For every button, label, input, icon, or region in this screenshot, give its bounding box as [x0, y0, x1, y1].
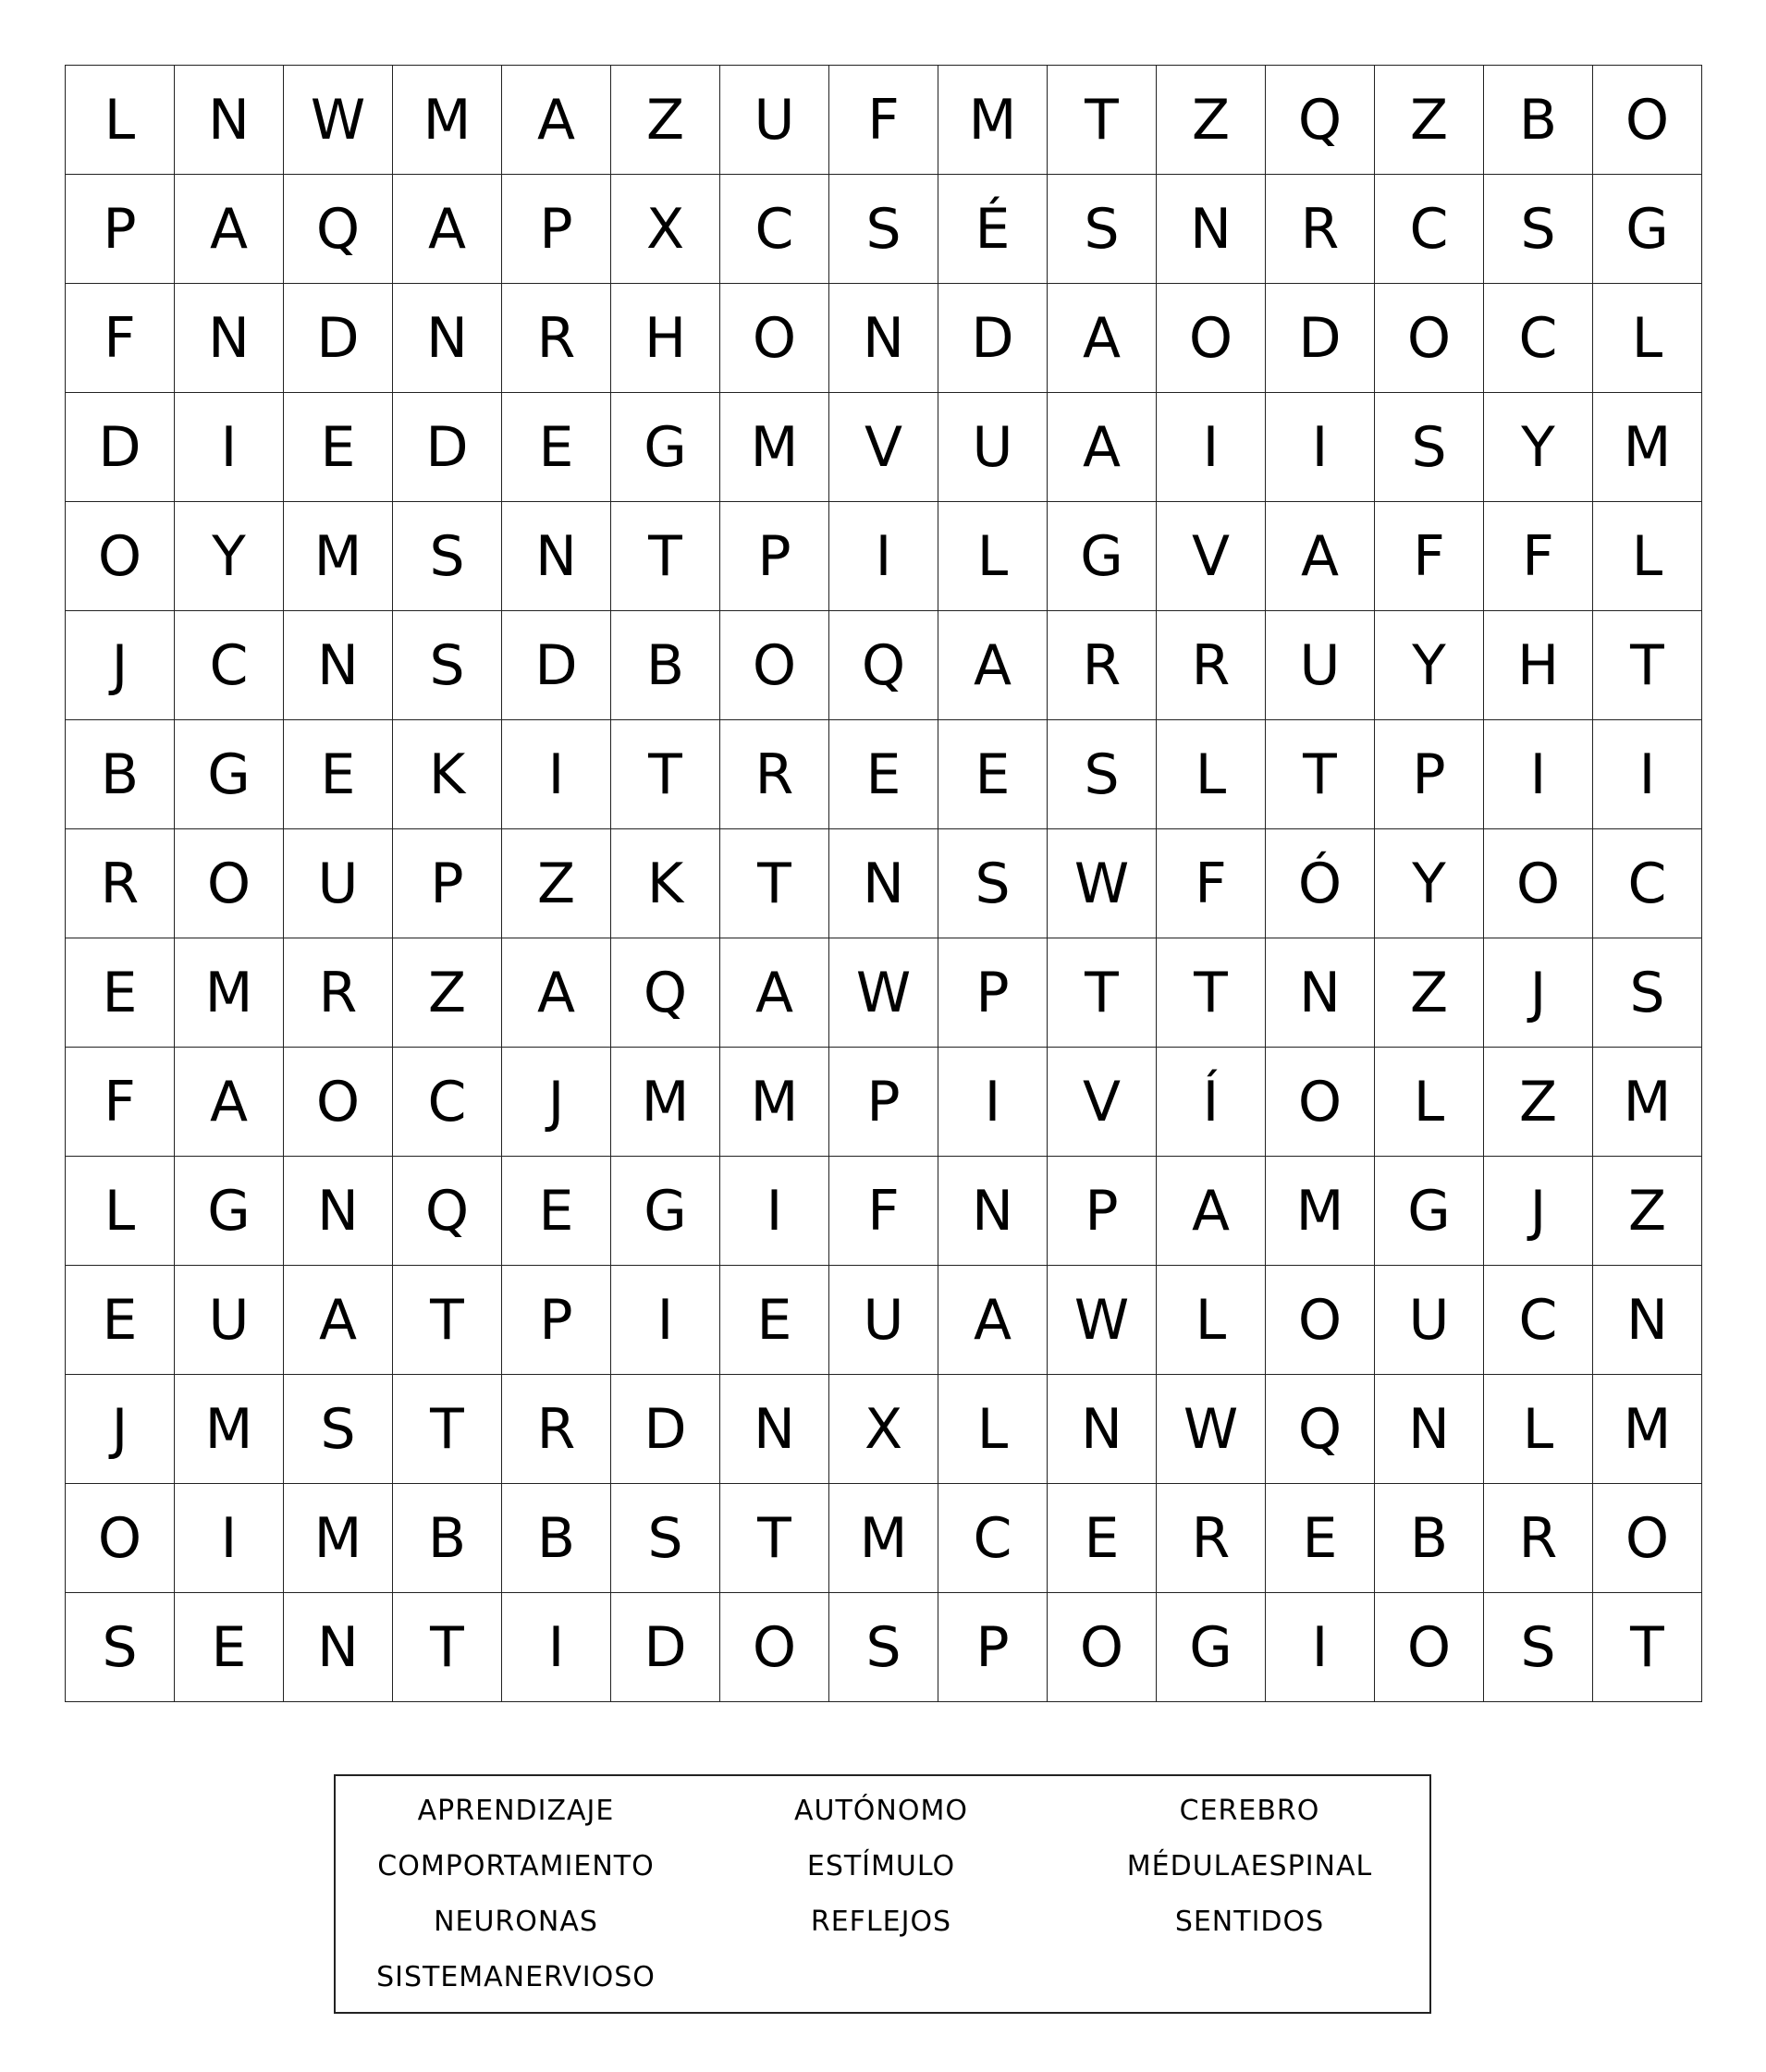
grid-cell[interactable]: Q: [1266, 66, 1375, 175]
grid-cell[interactable]: O: [66, 1484, 175, 1593]
grid-cell[interactable]: U: [284, 829, 393, 938]
grid-cell[interactable]: D: [938, 284, 1048, 393]
grid-cell[interactable]: G: [175, 720, 284, 829]
grid-cell[interactable]: C: [393, 1048, 502, 1157]
grid-cell[interactable]: Q: [829, 611, 938, 720]
grid-cell[interactable]: T: [1266, 720, 1375, 829]
grid-cell[interactable]: L: [1593, 284, 1702, 393]
grid-cell[interactable]: T: [720, 1484, 829, 1593]
grid-cell[interactable]: T: [393, 1593, 502, 1702]
grid-cell[interactable]: I: [829, 502, 938, 611]
grid-cell[interactable]: J: [66, 611, 175, 720]
grid-cell[interactable]: I: [1266, 1593, 1375, 1702]
word-bank: [334, 1774, 1431, 2014]
grid-cell[interactable]: N: [1266, 938, 1375, 1048]
grid-cell[interactable]: L: [66, 1157, 175, 1266]
grid-cell[interactable]: O: [1375, 284, 1484, 393]
grid-cell[interactable]: Z: [1375, 938, 1484, 1048]
grid-cell[interactable]: L: [1484, 1375, 1593, 1484]
grid-cell[interactable]: O: [720, 284, 829, 393]
grid-cell[interactable]: L: [1157, 1266, 1266, 1375]
grid-cell[interactable]: E: [66, 938, 175, 1048]
grid-cell[interactable]: J: [66, 1375, 175, 1484]
grid-cell[interactable]: P: [938, 1593, 1048, 1702]
grid-cell[interactable]: R: [1157, 611, 1266, 720]
grid-cell[interactable]: S: [1484, 175, 1593, 284]
grid-cell[interactable]: A: [720, 938, 829, 1048]
grid-cell[interactable]: N: [720, 1375, 829, 1484]
grid-cell[interactable]: D: [66, 393, 175, 502]
grid-cell[interactable]: W: [829, 938, 938, 1048]
grid-cell[interactable]: P: [829, 1048, 938, 1157]
grid-cell[interactable]: M: [1593, 1048, 1702, 1157]
grid-cell[interactable]: A: [175, 175, 284, 284]
grid-cell[interactable]: R: [502, 1375, 611, 1484]
grid-cell[interactable]: D: [502, 611, 611, 720]
grid-cell[interactable]: U: [1375, 1266, 1484, 1375]
grid-cell[interactable]: M: [720, 393, 829, 502]
grid-cell[interactable]: R: [66, 829, 175, 938]
grid-cell[interactable]: B: [611, 611, 720, 720]
grid-cell[interactable]: V: [829, 393, 938, 502]
grid-cell[interactable]: É: [938, 175, 1048, 284]
grid-cell[interactable]: P: [66, 175, 175, 284]
grid-cell[interactable]: G: [1593, 175, 1702, 284]
grid-cell[interactable]: K: [393, 720, 502, 829]
grid-cell[interactable]: U: [1266, 611, 1375, 720]
grid-cell[interactable]: W: [284, 66, 393, 175]
grid-cell[interactable]: G: [175, 1157, 284, 1266]
grid-cell[interactable]: T: [1048, 938, 1157, 1048]
grid-cell[interactable]: C: [1484, 1266, 1593, 1375]
grid-cell[interactable]: L: [66, 66, 175, 175]
grid-cell[interactable]: D: [611, 1375, 720, 1484]
grid-cell[interactable]: S: [1484, 1593, 1593, 1702]
grid-cell[interactable]: S: [829, 1593, 938, 1702]
grid-cell[interactable]: U: [720, 66, 829, 175]
grid-cell[interactable]: B: [502, 1484, 611, 1593]
word-bank-item: REFLEJOS: [810, 1906, 952, 1938]
grid-cell[interactable]: L: [938, 502, 1048, 611]
grid-cell[interactable]: L: [1593, 502, 1702, 611]
grid-cell[interactable]: G: [1375, 1157, 1484, 1266]
grid-cell[interactable]: R: [1048, 611, 1157, 720]
grid-cell[interactable]: C: [1484, 284, 1593, 393]
grid-cell[interactable]: T: [1048, 66, 1157, 175]
grid-cell[interactable]: P: [938, 938, 1048, 1048]
grid-cell[interactable]: N: [175, 284, 284, 393]
grid-cell[interactable]: R: [502, 284, 611, 393]
grid-cell[interactable]: N: [284, 1157, 393, 1266]
grid-cell[interactable]: A: [1157, 1157, 1266, 1266]
grid-cell[interactable]: Y: [1375, 829, 1484, 938]
grid-cell[interactable]: Q: [611, 938, 720, 1048]
grid-cell[interactable]: E: [284, 393, 393, 502]
grid-cell[interactable]: P: [1375, 720, 1484, 829]
grid-cell[interactable]: G: [1048, 502, 1157, 611]
letter-grid: [65, 65, 1702, 1702]
grid-cell[interactable]: P: [720, 502, 829, 611]
grid-cell[interactable]: I: [1157, 393, 1266, 502]
grid-cell[interactable]: P: [393, 829, 502, 938]
grid-cell[interactable]: I: [1266, 393, 1375, 502]
grid-cell[interactable]: O: [1593, 1484, 1702, 1593]
grid-cell[interactable]: B: [1375, 1484, 1484, 1593]
grid-cell[interactable]: C: [1375, 175, 1484, 284]
grid-cell[interactable]: O: [1375, 1593, 1484, 1702]
grid-cell[interactable]: T: [1157, 938, 1266, 1048]
grid-cell[interactable]: E: [502, 1157, 611, 1266]
grid-cell[interactable]: E: [938, 720, 1048, 829]
grid-cell[interactable]: I: [720, 1157, 829, 1266]
grid-cell[interactable]: T: [611, 502, 720, 611]
word-bank-item: SISTEMANERVIOSO: [376, 1961, 656, 1993]
grid-cell[interactable]: A: [175, 1048, 284, 1157]
grid-cell[interactable]: L: [1375, 1048, 1484, 1157]
grid-cell[interactable]: F: [66, 1048, 175, 1157]
grid-cell[interactable]: N: [393, 284, 502, 393]
grid-cell[interactable]: S: [1375, 393, 1484, 502]
grid-cell[interactable]: I: [938, 1048, 1048, 1157]
grid-cell[interactable]: T: [611, 720, 720, 829]
grid-cell[interactable]: E: [720, 1266, 829, 1375]
grid-cell[interactable]: R: [1157, 1484, 1266, 1593]
grid-cell[interactable]: S: [393, 502, 502, 611]
grid-cell[interactable]: N: [175, 66, 284, 175]
grid-cell[interactable]: O: [1266, 1266, 1375, 1375]
grid-cell[interactable]: E: [284, 720, 393, 829]
grid-cell[interactable]: M: [1266, 1157, 1375, 1266]
grid-cell[interactable]: F: [1157, 829, 1266, 938]
grid-cell[interactable]: M: [284, 502, 393, 611]
grid-cell[interactable]: T: [393, 1266, 502, 1375]
grid-cell[interactable]: T: [1593, 1593, 1702, 1702]
grid-cell[interactable]: J: [502, 1048, 611, 1157]
grid-cell[interactable]: E: [66, 1266, 175, 1375]
grid-cell[interactable]: S: [284, 1375, 393, 1484]
grid-cell[interactable]: H: [611, 284, 720, 393]
grid-cell[interactable]: N: [502, 502, 611, 611]
grid-cell[interactable]: S: [1048, 720, 1157, 829]
grid-cell[interactable]: S: [1048, 175, 1157, 284]
grid-cell[interactable]: R: [1266, 175, 1375, 284]
grid-cell[interactable]: O: [720, 1593, 829, 1702]
grid-cell[interactable]: S: [938, 829, 1048, 938]
grid-cell[interactable]: I: [175, 393, 284, 502]
grid-cell[interactable]: F: [66, 284, 175, 393]
grid-cell[interactable]: O: [1484, 829, 1593, 938]
grid-cell[interactable]: D: [284, 284, 393, 393]
grid-cell[interactable]: N: [284, 1593, 393, 1702]
grid-cell[interactable]: N: [829, 829, 938, 938]
grid-cell[interactable]: D: [1266, 284, 1375, 393]
grid-cell[interactable]: V: [1048, 1048, 1157, 1157]
grid-cell[interactable]: I: [611, 1266, 720, 1375]
grid-cell[interactable]: B: [66, 720, 175, 829]
grid-cell[interactable]: P: [1048, 1157, 1157, 1266]
grid-cell[interactable]: E: [502, 393, 611, 502]
grid-cell[interactable]: N: [1157, 175, 1266, 284]
grid-cell[interactable]: S: [1593, 938, 1702, 1048]
grid-cell[interactable]: R: [1484, 1484, 1593, 1593]
grid-cell[interactable]: Í: [1157, 1048, 1266, 1157]
grid-cell[interactable]: L: [938, 1375, 1048, 1484]
grid-cell[interactable]: P: [502, 1266, 611, 1375]
grid-cell[interactable]: S: [829, 175, 938, 284]
grid-cell[interactable]: P: [502, 175, 611, 284]
grid-cell[interactable]: A: [938, 1266, 1048, 1375]
grid-cell[interactable]: W: [1157, 1375, 1266, 1484]
grid-cell[interactable]: Z: [393, 938, 502, 1048]
grid-cell[interactable]: K: [611, 829, 720, 938]
grid-cell[interactable]: U: [829, 1266, 938, 1375]
grid-cell[interactable]: N: [1048, 1375, 1157, 1484]
grid-cell[interactable]: J: [1484, 938, 1593, 1048]
grid-cell[interactable]: O: [1266, 1048, 1375, 1157]
grid-cell[interactable]: H: [1484, 611, 1593, 720]
grid-cell[interactable]: C: [175, 611, 284, 720]
grid-cell[interactable]: T: [1593, 611, 1702, 720]
grid-cell[interactable]: S: [611, 1484, 720, 1593]
grid-cell[interactable]: Z: [611, 66, 720, 175]
grid-cell[interactable]: U: [938, 393, 1048, 502]
grid-cell[interactable]: S: [393, 611, 502, 720]
grid-cell[interactable]: V: [1157, 502, 1266, 611]
word-bank-item: COMPORTAMIENTO: [377, 1850, 655, 1882]
grid-cell[interactable]: F: [829, 66, 938, 175]
grid-cell[interactable]: G: [1157, 1593, 1266, 1702]
grid-cell[interactable]: M: [611, 1048, 720, 1157]
grid-cell[interactable]: O: [66, 502, 175, 611]
grid-cell[interactable]: A: [393, 175, 502, 284]
grid-cell[interactable]: A: [1048, 284, 1157, 393]
grid-cell[interactable]: Z: [502, 829, 611, 938]
grid-cell[interactable]: F: [1484, 502, 1593, 611]
grid-cell[interactable]: E: [829, 720, 938, 829]
grid-cell[interactable]: Q: [284, 175, 393, 284]
word-bank-item: APRENDIZAJE: [417, 1795, 615, 1827]
grid-cell[interactable]: R: [720, 720, 829, 829]
grid-cell[interactable]: E: [1048, 1484, 1157, 1593]
grid-cell[interactable]: F: [829, 1157, 938, 1266]
grid-cell[interactable]: O: [175, 829, 284, 938]
grid-cell[interactable]: E: [175, 1593, 284, 1702]
grid-cell[interactable]: N: [938, 1157, 1048, 1266]
word-bank-item: CEREBRO: [1179, 1795, 1320, 1827]
grid-cell[interactable]: A: [938, 611, 1048, 720]
grid-cell[interactable]: Y: [175, 502, 284, 611]
grid-cell[interactable]: Ó: [1266, 829, 1375, 938]
grid-cell[interactable]: W: [1048, 829, 1157, 938]
grid-cell[interactable]: M: [829, 1484, 938, 1593]
grid-cell[interactable]: C: [938, 1484, 1048, 1593]
grid-cell[interactable]: I: [502, 720, 611, 829]
grid-cell[interactable]: D: [393, 393, 502, 502]
grid-cell[interactable]: I: [175, 1484, 284, 1593]
grid-cell[interactable]: Z: [1484, 1048, 1593, 1157]
grid-cell[interactable]: Z: [1593, 1157, 1702, 1266]
grid-cell[interactable]: J: [1484, 1157, 1593, 1266]
grid-cell[interactable]: O: [720, 611, 829, 720]
grid-cell[interactable]: D: [611, 1593, 720, 1702]
grid-cell[interactable]: F: [1375, 502, 1484, 611]
grid-cell[interactable]: W: [1048, 1266, 1157, 1375]
grid-cell[interactable]: I: [1593, 720, 1702, 829]
grid-cell[interactable]: I: [1484, 720, 1593, 829]
grid-cell[interactable]: O: [1048, 1593, 1157, 1702]
grid-cell[interactable]: A: [502, 938, 611, 1048]
grid-cell[interactable]: O: [284, 1048, 393, 1157]
grid-cell[interactable]: X: [829, 1375, 938, 1484]
grid-cell[interactable]: M: [393, 66, 502, 175]
grid-cell[interactable]: G: [611, 1157, 720, 1266]
grid-cell[interactable]: U: [175, 1266, 284, 1375]
grid-cell[interactable]: X: [611, 175, 720, 284]
word-bank-item: SENTIDOS: [1174, 1906, 1325, 1938]
grid-cell[interactable]: M: [1593, 1375, 1702, 1484]
grid-cell[interactable]: N: [829, 284, 938, 393]
grid-cell[interactable]: C: [720, 175, 829, 284]
grid-cell[interactable]: Z: [1375, 66, 1484, 175]
grid-cell[interactable]: G: [611, 393, 720, 502]
grid-cell[interactable]: Z: [1157, 66, 1266, 175]
word-bank-item: ESTÍMULO: [806, 1850, 956, 1882]
grid-cell[interactable]: O: [1593, 66, 1702, 175]
grid-cell[interactable]: N: [284, 611, 393, 720]
grid-cell[interactable]: O: [1157, 284, 1266, 393]
grid-cell[interactable]: R: [284, 938, 393, 1048]
grid-cell[interactable]: Y: [1484, 393, 1593, 502]
grid-cell[interactable]: T: [393, 1375, 502, 1484]
grid-cell[interactable]: C: [1593, 829, 1702, 938]
grid-cell[interactable]: A: [1048, 393, 1157, 502]
grid-cell[interactable]: I: [502, 1593, 611, 1702]
grid-cell[interactable]: M: [1593, 393, 1702, 502]
grid-cell[interactable]: B: [393, 1484, 502, 1593]
grid-cell[interactable]: Q: [393, 1157, 502, 1266]
grid-cell[interactable]: Y: [1375, 611, 1484, 720]
grid-cell[interactable]: M: [938, 66, 1048, 175]
grid-cell[interactable]: M: [720, 1048, 829, 1157]
grid-cell[interactable]: Q: [1266, 1375, 1375, 1484]
grid-cell[interactable]: L: [1157, 720, 1266, 829]
grid-cell[interactable]: A: [502, 66, 611, 175]
word-bank-item: NEURONAS: [434, 1906, 598, 1938]
grid-cell[interactable]: A: [1266, 502, 1375, 611]
grid-cell[interactable]: E: [1266, 1484, 1375, 1593]
grid-cell[interactable]: M: [175, 1375, 284, 1484]
word-bank-item: AUTÓNOMO: [794, 1795, 968, 1827]
grid-cell[interactable]: N: [1375, 1375, 1484, 1484]
grid-cell[interactable]: T: [720, 829, 829, 938]
grid-cell[interactable]: A: [284, 1266, 393, 1375]
grid-cell[interactable]: S: [66, 1593, 175, 1702]
grid-cell[interactable]: M: [175, 938, 284, 1048]
word-bank-item: MÉDULAESPINAL: [1126, 1850, 1373, 1882]
grid-cell[interactable]: N: [1593, 1266, 1702, 1375]
grid-cell[interactable]: B: [1484, 66, 1593, 175]
grid-cell[interactable]: M: [284, 1484, 393, 1593]
